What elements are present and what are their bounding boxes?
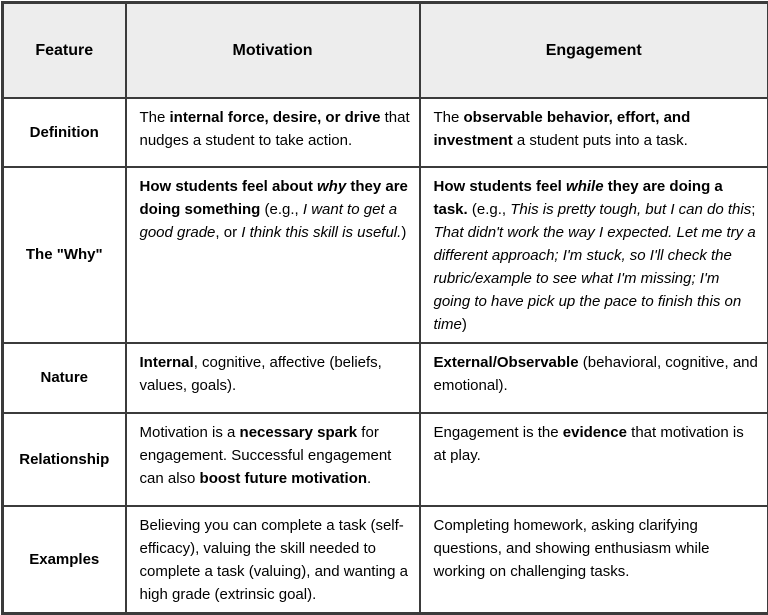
nature-engagement-cell: External/Observable (behavioral, cognitive, and emotional). <box>420 343 768 413</box>
row-label-relationship: Relationship <box>3 413 126 506</box>
nature-motivation-cell: Internal, cognitive, affective (beliefs, values, goals). <box>126 343 420 413</box>
row-label-why: The "Why" <box>3 167 126 343</box>
why-motivation-cell: How students feel about why they are doing something (e.g., I want to get a good grade, or I think this skill is useful.) <box>126 167 420 343</box>
header-cell-motivation: Motivation <box>126 3 420 98</box>
definition-motivation-cell: The internal force, desire, or drive that nudges a student to take action. <box>126 98 420 167</box>
table-row-relationship <box>3 413 768 506</box>
table-row-nature <box>3 343 768 413</box>
relationship-motivation-cell: Motivation is a necessary spark for engagement. Successful engagement can also boost future motivation. <box>126 413 420 506</box>
row-label-definition: Definition <box>3 98 126 167</box>
table-row-definition <box>3 98 768 167</box>
table-row-why <box>3 167 768 343</box>
header-row <box>3 3 768 98</box>
header-cell-feature: Feature <box>3 3 126 98</box>
relationship-engagement-cell: Engagement is the evidence that motivation is at play. <box>420 413 768 506</box>
why-engagement-cell: How students feel while they are doing a task. (e.g., This is pretty tough, but I can do this; That didn't work the way I expected. Let me try a different approach; I'm stuck, so I'll check the rubric/example to see what I'm missing; I'm going to have pick up the pace to finish this on time) <box>420 167 768 343</box>
row-label-examples: Examples <box>3 506 126 614</box>
row-label-nature: Nature <box>3 343 126 413</box>
examples-engagement-cell: Completing homework, asking clarifying questions, and showing enthusiasm while working on challenging tasks. <box>420 506 768 614</box>
motivation-engagement-table <box>1 1 768 615</box>
examples-motivation-cell: Believing you can complete a task (self-efficacy), valuing the skill needed to complete a task (valuing), and wanting a high grade (extrinsic goal). <box>126 506 420 614</box>
header-cell-engagement: Engagement <box>420 3 768 98</box>
definition-engagement-cell: The observable behavior, effort, and investment a student puts into a task. <box>420 98 768 167</box>
